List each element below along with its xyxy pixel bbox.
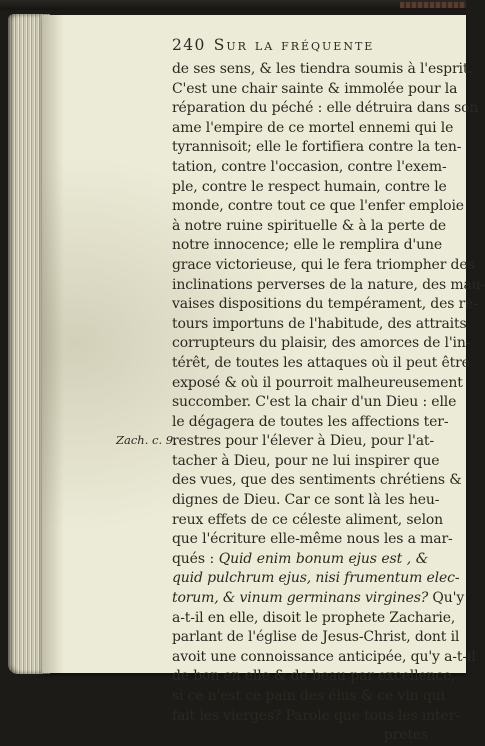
text-line: vaises dispositions du tempérament, des re- xyxy=(172,296,478,313)
text-line: ple, contre le respect humain, contre le xyxy=(172,178,447,195)
text-line: ame l'empire de ce mortel ennemi qui le xyxy=(172,119,454,136)
text-line xyxy=(172,569,460,589)
text-line: de bon en elle & de beau par excellence, xyxy=(172,668,456,685)
text-line: tacher à Dieu, pour ne lui inspirer que xyxy=(172,452,440,469)
text-line: à notre ruine spirituelle & à la perte de xyxy=(172,217,447,234)
text-line: exposé & où il pourroit malheureusement xyxy=(172,374,463,391)
body-text xyxy=(172,60,485,746)
text-line xyxy=(172,550,428,570)
text-line: monde, contre tout ce que l'enfer emploie xyxy=(172,198,464,215)
bookmark-tab xyxy=(400,2,466,8)
running-title: Sur la fréquente xyxy=(213,36,375,54)
text-line: si ce n'est ce pain des élus & ce vin qui xyxy=(172,688,445,704)
text-line: pretes xyxy=(383,727,428,744)
text-line: tours importuns de l'habitude, des attraits xyxy=(172,315,467,332)
text-line: tation, contre l'occasion, contre l'exem- xyxy=(172,158,447,175)
text-line: réparation du péché : elle détruira dans son xyxy=(172,100,479,117)
latin-quote: quid pulchrum ejus, nisi frumentum elec- xyxy=(172,570,460,587)
text-line: parlant de l'église de Jesus-Christ, dont il xyxy=(172,629,460,646)
page-header xyxy=(172,36,374,54)
text-line: dignes de Dieu. Car ce sont là les heu- xyxy=(172,492,440,509)
text-line: grace victorieuse, qui le fera triompher des xyxy=(172,256,475,273)
text-run: qués : xyxy=(172,550,219,567)
text-line: corrupteurs du plaisir, des amorces de l'in- xyxy=(172,335,471,352)
text-line: C'est une chair sainte & immolée pour la xyxy=(172,80,458,97)
text-line: que l'écriture elle-même nous les a mar- xyxy=(172,531,453,548)
text-line: térêt, de toutes les attaques où il peut être xyxy=(172,354,470,371)
text-line: succomber. C'est la chair d'un Dieu : elle xyxy=(172,394,457,411)
text-run: Qu'y xyxy=(428,590,465,607)
text-line: fait les vierges? Parole que tous les inter- xyxy=(172,707,460,724)
latin-quote: Quid enim bonum ejus est , & xyxy=(218,550,429,567)
top-edge xyxy=(0,0,466,10)
text-line: avoit une connoissance anticipée, qu'y a-t-il xyxy=(172,648,476,665)
text-line: le dégagera de toutes les affections ter- xyxy=(172,413,449,430)
text-line: de ses sens, & les tiendra soumis à l'esprit. xyxy=(172,61,473,77)
text-line: a-t-il en elle, disoit le prophete Zacharie, xyxy=(172,609,456,626)
text-line: inclinations perverses de la nature, des mau- xyxy=(172,276,485,293)
text-line: tyrannisoit; elle le fortifiera contre la ten- xyxy=(172,139,462,156)
latin-quote: torum, & vinum germinans virgines? xyxy=(172,590,429,607)
text-line xyxy=(172,589,465,609)
text-line: notre innocence; elle le remplira d'une xyxy=(172,237,443,254)
text-line: reux effets de ce céleste aliment, selon xyxy=(172,511,444,528)
text-line: des vues, que des sentiments chrétiens & xyxy=(172,472,462,489)
marginal-note: Zach. c. 9. xyxy=(116,433,177,447)
text-line: restres pour l'élever à Dieu, pour l'at- xyxy=(172,433,434,450)
page-number: 240 xyxy=(172,36,206,54)
